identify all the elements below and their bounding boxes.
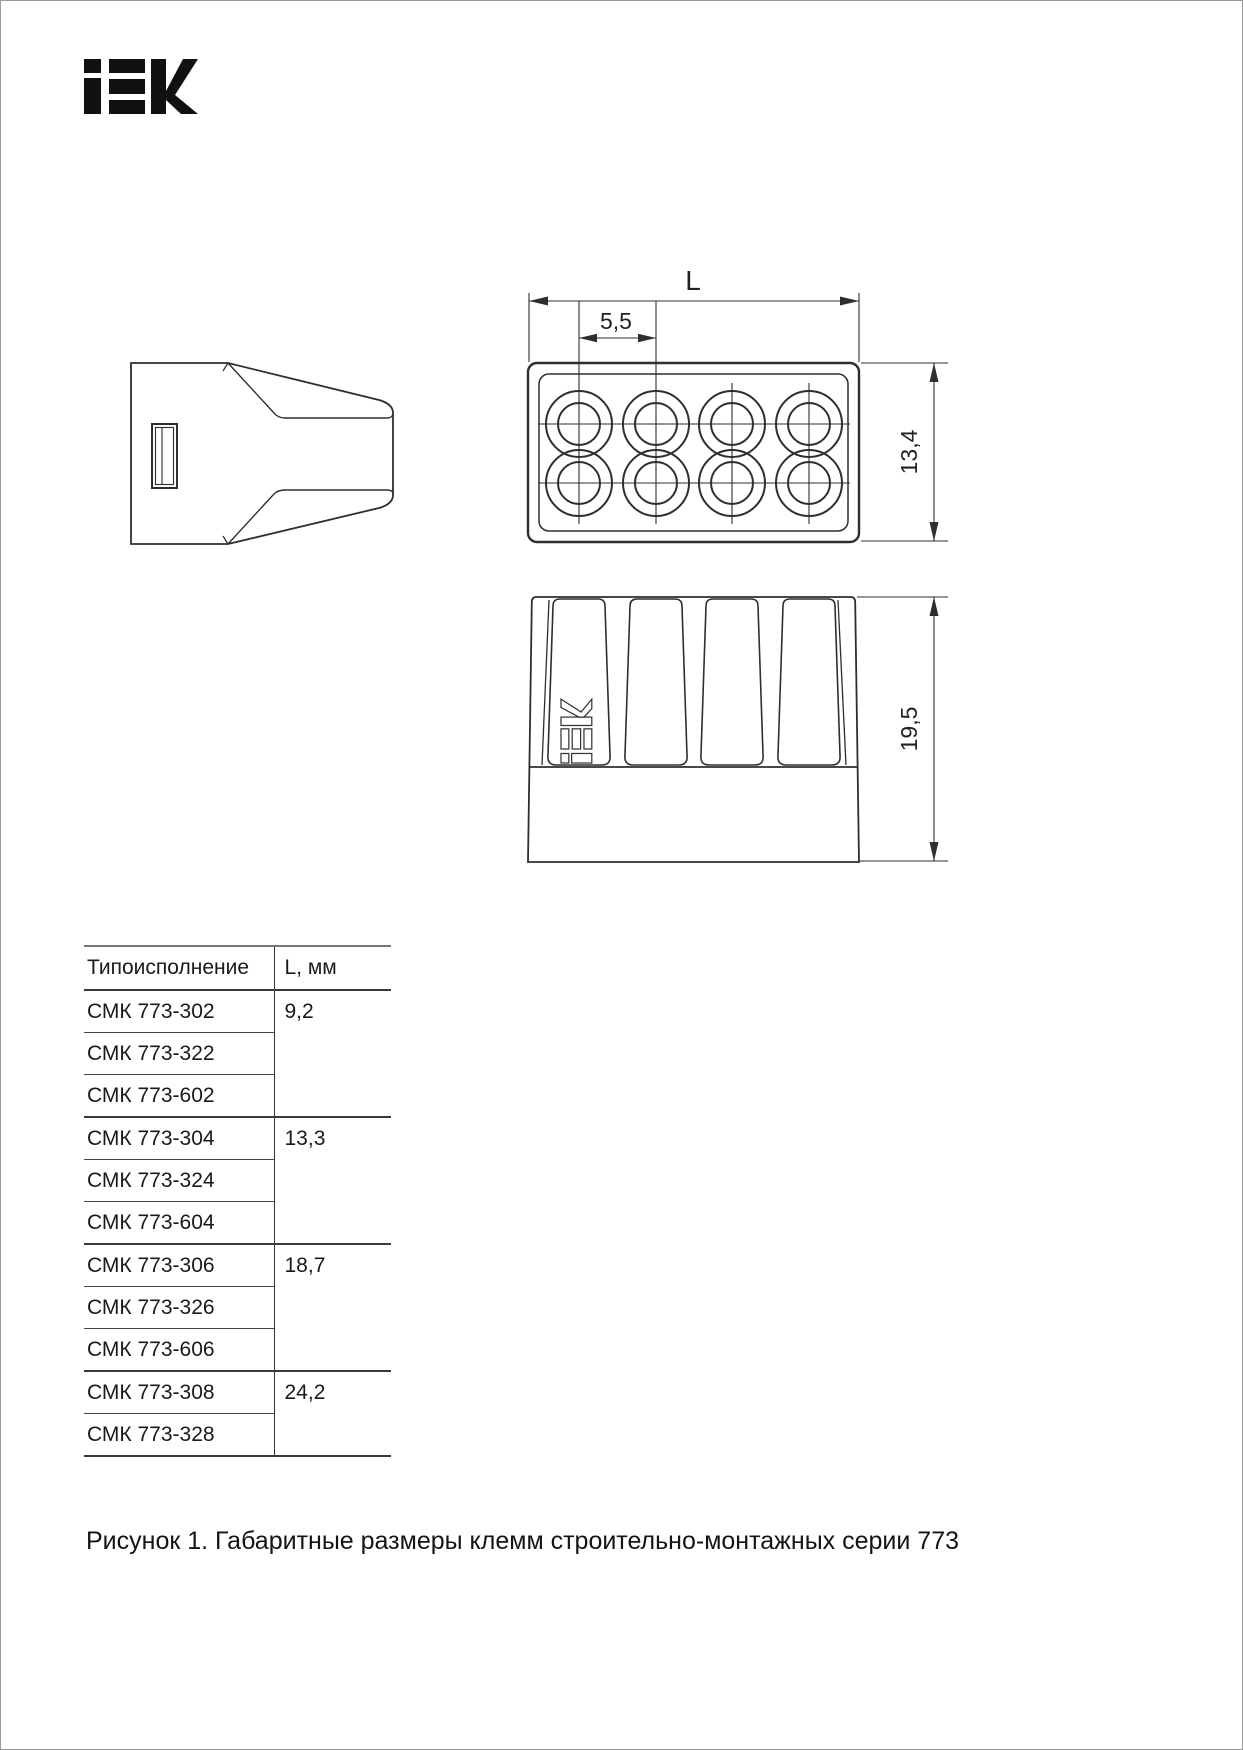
- table-row: [84, 990, 391, 1033]
- table-row: [84, 1117, 391, 1160]
- model-cell: СМК 773-324: [84, 1160, 274, 1202]
- logo-e-bar: [109, 100, 145, 114]
- model-cell: СМК 773-304: [84, 1117, 274, 1160]
- model-cell: СМК 773-602: [84, 1075, 274, 1118]
- logo-i-stem: [84, 78, 101, 114]
- model-cell: СМК 773-302: [84, 990, 274, 1033]
- dimension-pitch: [579, 308, 656, 342]
- model-cell: СМК 773-308: [84, 1371, 274, 1414]
- molded-iek-logo: [561, 699, 592, 763]
- model-cell: СМК 773-328: [84, 1414, 274, 1457]
- arrowhead: [930, 522, 939, 541]
- arrowhead: [638, 334, 656, 342]
- logo-e-bar: [109, 59, 145, 73]
- arrowhead: [579, 334, 597, 342]
- length-cell: 9,2: [274, 990, 391, 1117]
- dim-label-body-height: 13,4: [896, 429, 922, 475]
- table-row: [84, 1244, 391, 1287]
- arrowhead: [930, 842, 939, 861]
- dim-label-length: L: [685, 265, 701, 296]
- arrowhead: [840, 297, 859, 306]
- model-cell: СМК 773-606: [84, 1329, 274, 1372]
- logo-e-bar: [109, 79, 145, 94]
- centre-lines: [538, 301, 850, 524]
- arrowhead: [930, 597, 939, 616]
- arrowhead: [529, 297, 548, 306]
- model-cell: СМК 773-322: [84, 1033, 274, 1075]
- header-length: L, мм: [274, 946, 391, 990]
- spec-table-body: [84, 990, 391, 1456]
- length-cell: 13,3: [274, 1117, 391, 1244]
- length-cell: 24,2: [274, 1371, 391, 1456]
- model-cell: СМК 773-306: [84, 1244, 274, 1287]
- dimension-body-height: [861, 363, 948, 541]
- technical-drawing: [1, 1, 1243, 921]
- header-type: Типоисполнение: [84, 946, 274, 990]
- front-view: [528, 597, 859, 862]
- length-cell: 18,7: [274, 1244, 391, 1371]
- spec-table: [84, 945, 391, 1457]
- iek-logo: [84, 59, 198, 114]
- logo-i-dot: [84, 59, 101, 73]
- logo-k-arms: [166, 59, 198, 114]
- dimension-total-height: [857, 597, 948, 861]
- side-view: [131, 363, 393, 544]
- dim-label-total-height: 19,5: [896, 706, 922, 752]
- arrowhead: [930, 363, 939, 382]
- top-view: [528, 301, 859, 542]
- dim-label-pitch: 5,5: [600, 308, 632, 334]
- table-header-row: [84, 946, 391, 990]
- logo-k-stem: [151, 59, 166, 114]
- figure-caption: Рисунок 1. Габаритные размеры клемм строительно-монтажных серии 773: [86, 1527, 960, 1555]
- port-circles: [546, 391, 842, 516]
- model-cell: СМК 773-326: [84, 1287, 274, 1329]
- table-row: [84, 1371, 391, 1414]
- wire-window: [152, 424, 177, 488]
- model-cell: СМК 773-604: [84, 1202, 274, 1245]
